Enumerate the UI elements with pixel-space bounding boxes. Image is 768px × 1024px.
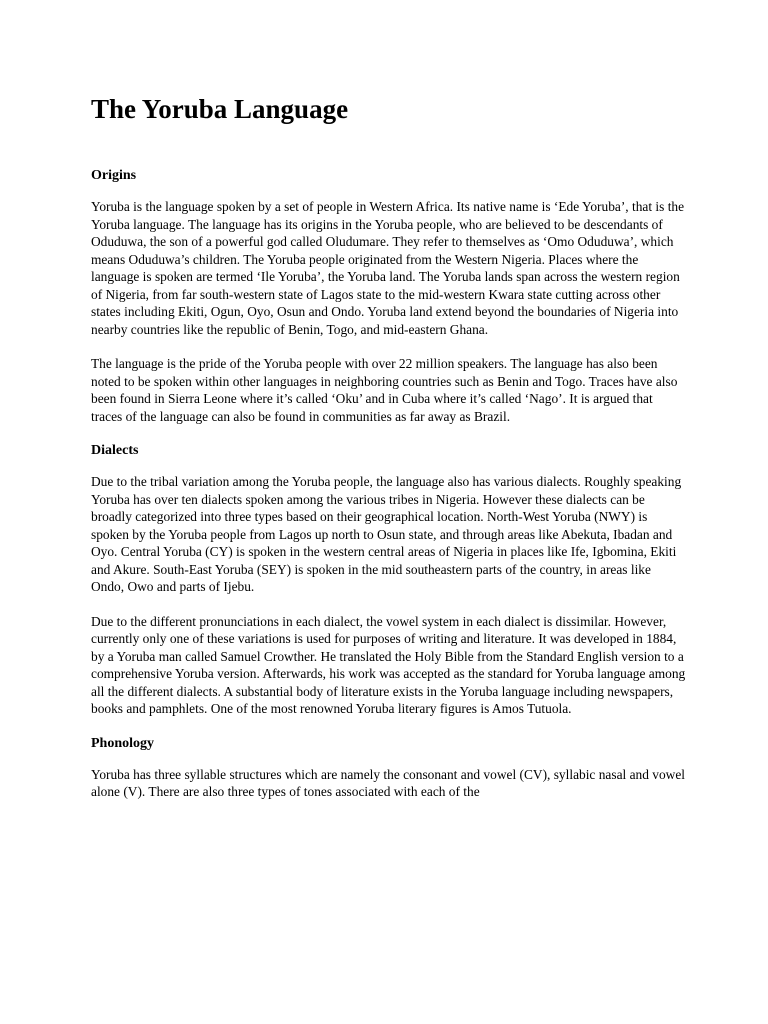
section-heading: Phonology xyxy=(91,735,155,751)
paragraph: Due to the different pronunciations in each dialect, the vowel system in each dialect is dissimilar. However, currently only one of these variations is used for purposes of writing and literature. It was developed in 1884, by a Yoruba man called Samuel Crowther. He translated the Holy Bible from the Standard English version to a comprehensive Yoruba version. Afterwards, his work was accepted as the standard for Yoruba language among all the different dialects. A substantial body of literature exists in the Yoruba language including newspapers, books and pamphlets. One of the most renowned Yoruba literary figures is Amos Tutuola. xyxy=(91,613,686,716)
paragraph: Yoruba is the language spoken by a set of people in Western Africa. Its native name is ‘Ede Yoruba’, that is the Yoruba language. The language has its origins in the Yoruba people, who are believed to be descendants of Oduduwa, the son of a powerful god called Oludumare. They refer to themselves as ‘Omo Oduduwa’, which means Oduduwa’s children. The Yoruba people originated from the Western Nigeria. Places where the language is spoken are termed ‘Ile Yoruba’, the Yoruba land. The Yoruba lands span across the western region of Nigeria, from far south-western state of Lagos state to the mid-western Kwara state cutting across other states including Ekiti, Ogun, Oyo, Osun and Ondo. Yoruba land extend beyond the boundaries of Nigeria into nearby countries like the republic of Benin, Togo, and mid-eastern Ghana. xyxy=(91,199,685,337)
document-title: The Yoruba Language xyxy=(91,94,349,124)
paragraph: Due to the tribal variation among the Yoruba people, the language also has various dialects. Roughly speaking Yoruba has over ten dialects spoken among the various tribes in Nigeria. However these dialects can be broadly categorized into three types based on their geographical location. North-West Yoruba (NWY) is spoken by the Yoruba people from Lagos up north to Osun state, and through areas like Abekuta, Ibadan and Oyo. Central Yoruba (CY) is spoken in the western central areas of Nigeria in places like Ife, Igbomina, Ekiti and Akure. South-East Yoruba (SEY) is spoken in the mid southeastern parts of the country, in areas like Ondo, Owo and parts of Ijebu. xyxy=(91,474,682,594)
section-dialects xyxy=(91,442,687,718)
section-heading: Dialects xyxy=(91,443,139,458)
paragraph: The language is the pride of the Yoruba people with over 22 million speakers. The language has also been noted to be spoken within other languages in neighboring countries such as Benin and Togo. Traces have also been found in Sierra Leone where it’s called ‘Oku’ and in Cuba where it’s called ‘Nago’. It is argued that traces of the language can also be found in communities as far away as Brazil. xyxy=(91,356,678,424)
section-heading: Origins xyxy=(91,168,137,183)
document-page xyxy=(91,92,687,818)
section-origins xyxy=(91,167,687,425)
paragraph: Yoruba has three syllable structures which are namely the consonant and vowel (CV), syllabic nasal and vowel alone (V). There are also three types of tones associated with each of the xyxy=(91,766,685,799)
section-phonology xyxy=(91,735,687,801)
